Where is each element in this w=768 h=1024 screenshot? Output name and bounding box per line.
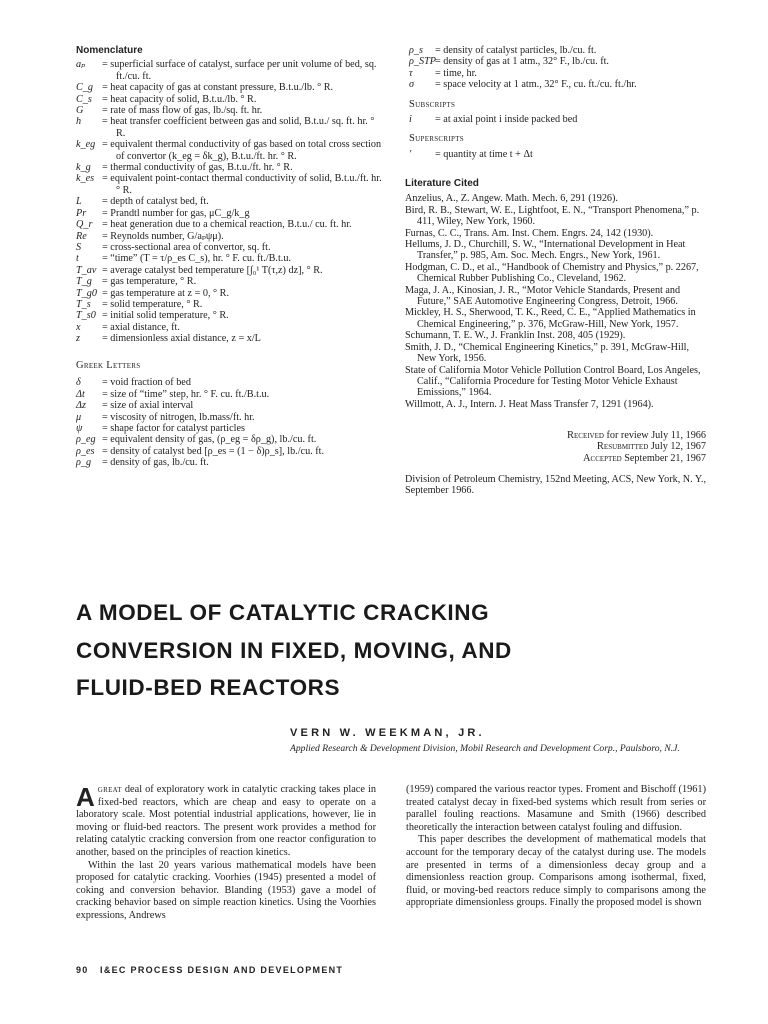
- reference-item: Maga, J. A., Kinosian, J. R., “Motor Vehicle Standards, Present and Future,” SAE Automotive Engineering Congress, Detroit, 1966.: [405, 284, 681, 308]
- greek-letter-row: [76, 446, 382, 457]
- nomenclature-symbol: Pr: [76, 207, 87, 219]
- greek-letter-definition: = size of axial interval: [102, 400, 194, 412]
- subscript-definition: = at axial point i inside packed bed: [435, 114, 578, 126]
- nomenclature-definition: = Reynolds number, G/aₚψμ).: [102, 230, 224, 242]
- greek-letter-symbol: Δt: [76, 388, 85, 400]
- drop-cap: A: [76, 782, 95, 812]
- author-affiliation: Applied Research & Development Division, Mobil Research and Development Corp., Paulsboro, N.J.: [290, 743, 680, 754]
- symbol-row: [409, 45, 709, 56]
- symbol-definition: = time, hr.: [435, 67, 477, 79]
- nomenclature-definition: = cross-sectional area of convertor, sq. ft.: [102, 241, 271, 253]
- division-note: Division of Petroleum Chemistry, 152nd Meeting, ACS, New York, N. Y., September 1966.: [405, 474, 707, 497]
- journal-name: I&EC PROCESS DESIGN AND DEVELOPMENT: [100, 965, 344, 975]
- nomenclature-list: [76, 59, 382, 344]
- greek-letters-section: [76, 360, 382, 469]
- reference-item: Hellums, J. D., Churchill, S. W., “International Development in Heat Transfer,” p. 985, Am. Soc. Mech. Engrs., New York, 1961.: [405, 239, 686, 262]
- greek-letter-row: [76, 457, 382, 468]
- symbol-symbol: ρ_STP: [409, 56, 436, 68]
- article-title: [76, 594, 716, 707]
- literature-section: [405, 178, 707, 410]
- greek-letters-list: [76, 377, 382, 468]
- nomenclature-symbol: T_av: [76, 264, 97, 276]
- subscripts-list: [409, 114, 709, 125]
- nomenclature-symbol: Q_r: [76, 219, 93, 231]
- body-paragraph: Agreat deal of exploratory work in catalytic cracking takes place in fixed-bed reactors, which are cheap and easy to operate on a laboratory scale. Most potential industrial applications, however, lie in moving or fluid-bed reactors. The present work provides a method for relating catalytic cracking conversion from one reactor configuration to another, based on the principles of reaction kinetics.: [76, 782, 376, 858]
- nomenclature-definition: = heat transfer coefficient between gas and solid, B.t.u./ sq. ft. hr. ° R.: [102, 116, 375, 139]
- nomenclature-symbol: aₚ: [76, 59, 86, 71]
- greek-letter-symbol: ρ_g: [76, 457, 92, 469]
- symbol-symbol: ρ_s: [409, 45, 423, 56]
- nomenclature-symbol: C_s: [76, 93, 92, 105]
- greek-letter-symbol: Δz: [76, 400, 86, 412]
- accepted-row: Accepted September 21, 1967: [582, 452, 706, 464]
- nomenclature-definition: = equivalent point-contact thermal conductivity of solid, B.t.u./ft. hr. ° R.: [102, 173, 382, 196]
- nomenclature-definition: = initial solid temperature, ° R.: [102, 310, 229, 322]
- superscript-definition: = quantity at time t + Δt: [435, 148, 533, 160]
- nomenclature-symbol: k_g: [76, 162, 91, 174]
- literature-heading: Literature Cited: [405, 178, 479, 189]
- nomenclature-row: [76, 139, 382, 162]
- greek-letter-symbol: δ: [76, 377, 81, 389]
- nomenclature-symbol: G: [76, 105, 84, 117]
- body-paragraph: Within the last 20 years various mathematical models have been proposed for catalytic cracking. Voorhies (1945) presented a model of coking and conversion behavior. Blanding (1953) gave a model of cracking behavior based on simple reaction kinetics. Using the Voorhies expressions, Andrews: [76, 859, 376, 921]
- body-column-left: [76, 784, 376, 923]
- nomenclature-symbol: T_g: [76, 276, 92, 288]
- symbol-symbol: τ: [409, 67, 413, 79]
- superscripts-heading: Superscripts: [409, 133, 464, 145]
- nomenclature-symbol: x: [76, 321, 81, 333]
- nomenclature-row: [76, 208, 382, 219]
- greek-letter-symbol: μ: [76, 411, 82, 423]
- greek-letter-symbol: ρ_eg: [76, 434, 96, 446]
- greek-letter-row: [76, 412, 382, 423]
- subscript-symbol: i: [409, 114, 412, 126]
- nomenclature-heading: Nomenclature: [76, 45, 143, 56]
- nomenclature-row: [76, 299, 382, 310]
- nomenclature-symbol: T_g0: [76, 287, 97, 299]
- reference-item: State of California Motor Vehicle Pollution Control Board, Los Angeles, Calif., “California Procedure for Testing Motor Vehicle Exhaust Emissions,” 1964.: [405, 364, 701, 399]
- nomenclature-row: [76, 322, 382, 333]
- nomenclature-definition: = gas temperature, ° R.: [102, 276, 197, 288]
- nomenclature-definition: = heat capacity of solid, B.t.u./lb. ° R.: [102, 93, 257, 105]
- nomenclature-definition: = average catalyst bed temperature [∫₀¹ T(τ,z) dz], ° R.: [102, 264, 323, 276]
- superscript-symbol: ′: [409, 148, 412, 160]
- nomenclature-row: [76, 116, 382, 139]
- nomenclature-definition: = depth of catalyst bed, ft.: [102, 196, 209, 208]
- superscripts-list: [409, 149, 709, 160]
- nomenclature-row: [76, 94, 382, 105]
- title-line-3: FLUID-BED REACTORS: [76, 675, 341, 700]
- nomenclature-row: [76, 310, 382, 321]
- nomenclature-symbol: t: [76, 253, 79, 265]
- reference-item: Furnas, C. C., Trans. Am. Inst. Chem. Engrs. 24, 142 (1930).: [405, 227, 654, 239]
- nomenclature-definition: = dimensionless axial distance, z = x/L: [102, 333, 261, 345]
- title-line-1: A MODEL OF CATALYTIC CRACKING: [76, 600, 490, 625]
- greek-letter-definition: = size of “time” step, hr. ° F. cu. ft./B.t.u.: [102, 388, 270, 400]
- reference-item: Bird, R. B., Stewart, W. E., Lightfoot, E. N., “Transport Phenomena,” p. 411, Wiley, New York, 1960.: [405, 204, 700, 228]
- nomenclature-section: [76, 45, 382, 345]
- greek-letter-definition: = density of gas, lb./cu. ft.: [102, 457, 209, 469]
- nomenclature-definition: = rate of mass flow of gas, lb./sq. ft. hr.: [102, 105, 263, 117]
- greek-letters-heading: Greek Letters: [76, 360, 141, 371]
- nomenclature-symbol: S: [76, 241, 82, 253]
- reference-item: Hodgman, C. D., et al., “Handbook of Chemistry and Physics,” p. 2267, Chemical Rubber Publishing Co., Cleveland, 1962.: [405, 261, 699, 285]
- greek-letter-row: [76, 377, 382, 388]
- resubmitted-row: Resubmitted July 12, 1967: [596, 441, 706, 453]
- symbol-row: [409, 68, 709, 79]
- reference-item: Anzelius, A., Z. Angew. Math. Mech. 6, 291 (1926).: [405, 193, 618, 205]
- greek-letter-symbol: ψ: [76, 423, 83, 435]
- author-name: VERN W. WEEKMAN, JR.: [290, 727, 485, 739]
- nomenclature-symbol: k_es: [76, 173, 95, 185]
- nomenclature-row: [76, 253, 382, 264]
- body-paragraph: (1959) compared the various reactor types. Froment and Bischoff (1961) treated catalyst decay in fixed-bed systems which result from series or parallel fouling reactions. Masamune and Smith (1966) described theoretically the interaction between catalyst fouling and diffusion.: [406, 784, 706, 833]
- body-column-right: [406, 784, 706, 910]
- nomenclature-definition: = axial distance, ft.: [102, 321, 180, 333]
- nomenclature-symbol: C_g: [76, 82, 93, 94]
- symbol-definition: = space velocity at 1 atm., 32° F., cu. ft./cu. ft./hr.: [435, 79, 637, 91]
- nomenclature-symbol: k_eg: [76, 139, 96, 151]
- greek-letter-definition: = viscosity of nitrogen, lb.mass/ft. hr.: [102, 411, 255, 423]
- nomenclature-row: [76, 231, 382, 242]
- title-line-2: CONVERSION IN FIXED, MOVING, AND: [76, 637, 512, 663]
- nomenclature-symbol: L: [76, 196, 82, 208]
- nomenclature-symbol: z: [76, 333, 80, 345]
- nomenclature-row: [76, 173, 382, 196]
- greek-letter-definition: = shape factor for catalyst particles: [102, 423, 245, 435]
- nomenclature-symbol: h: [76, 116, 82, 128]
- nomenclature-definition: = heat generation due to a chemical reaction, B.t.u./ cu. ft. hr.: [102, 219, 352, 231]
- nomenclature-row: [76, 276, 382, 287]
- received-dates: [400, 430, 706, 464]
- subscript-row: [409, 114, 709, 125]
- greek-letter-row: [76, 389, 382, 400]
- greek-letter-definition: = void fraction of bed: [102, 377, 191, 389]
- nomenclature-row: [76, 105, 382, 116]
- right-symbols-section: [409, 45, 709, 160]
- nomenclature-definition: = Prandtl number for gas, μC_g/k_g: [102, 207, 250, 219]
- nomenclature-row: [76, 82, 382, 93]
- symbol-row: [409, 56, 709, 67]
- nomenclature-row: [76, 162, 382, 173]
- symbol-symbol: σ: [409, 79, 415, 91]
- symbol-definition: = density of catalyst particles, lb./cu. ft.: [435, 45, 597, 56]
- nomenclature-definition: = solid temperature, ° R.: [102, 298, 203, 310]
- nomenclature-row: [76, 242, 382, 253]
- nomenclature-symbol: Re: [76, 230, 87, 242]
- subscripts-heading: Subscripts: [409, 98, 456, 110]
- nomenclature-symbol: T_s0: [76, 310, 96, 322]
- reference-item: Schumann, T. E. W., J. Franklin Inst. 208, 405 (1929).: [405, 330, 626, 342]
- greek-letter-symbol: ρ_es: [76, 445, 95, 457]
- reference-item: Smith, J. D., “Chemical Engineering Kinetics,” p. 391, McGraw-Hill, New York, 1956.: [405, 341, 690, 365]
- nomenclature-definition: = heat capacity of gas at constant pressure, B.t.u./lb. ° R.: [102, 82, 334, 94]
- greek-letter-row: [76, 434, 382, 445]
- page-footer: [76, 965, 343, 975]
- reference-item: Mickley, H. S., Sherwood, T. K., Reed, C. E., “Applied Mathematics in Chemical Engineering,” p. 376, McGraw-Hill, New York, 1957.: [405, 307, 696, 330]
- page-number: 90: [76, 965, 89, 975]
- nomenclature-definition: = gas temperature at z = 0, ° R.: [102, 287, 230, 299]
- received-row: Received for review July 11, 1966: [567, 430, 706, 441]
- nomenclature-definition: = “time” (T = τ/ρ_es C_s), hr. ° F. cu. ft./B.t.u.: [102, 253, 291, 265]
- literature-list: [405, 193, 707, 410]
- right-symbols-list: [409, 45, 709, 91]
- body-paragraph: This paper describes the development of mathematical models that account for the temporary decay of the catalyst during use. The models are presented in terms of a dimensionless decay group and a dimensionless reaction group. Comparisons among isothermal, fixed, fluid, or moving-bed reactors reduce simply to comparisons among the appropriate dimensionless groups. Finally the proposed model is shown: [406, 834, 706, 909]
- greek-letter-definition: = equivalent density of gas, (ρ_eg = δρ_g), lb./cu. ft.: [102, 434, 317, 446]
- greek-letter-row: [76, 400, 382, 411]
- nomenclature-row: [76, 59, 382, 82]
- symbol-row: [409, 79, 709, 90]
- nomenclature-row: [76, 219, 382, 230]
- nomenclature-symbol: T_s: [76, 298, 91, 310]
- nomenclature-row: [76, 333, 382, 344]
- lead-smallcaps: great: [97, 784, 122, 795]
- greek-letter-definition: = density of catalyst bed [ρ_es = (1 − δ)ρ_s], lb./cu. ft.: [102, 445, 325, 457]
- nomenclature-definition: = superficial surface of catalyst, surface per unit volume of bed, sq. ft./cu. ft.: [102, 59, 377, 82]
- nomenclature-row: [76, 196, 382, 207]
- nomenclature-definition: = equivalent thermal conductivity of gas based on total cross section of convertor (k_eg = δk_g), B.t.u./ft. hr. ° R.: [102, 139, 382, 162]
- nomenclature-row: [76, 288, 382, 299]
- superscript-row: [409, 149, 709, 160]
- symbol-definition: = density of gas at 1 atm., 32° F., lb./cu. ft.: [435, 56, 609, 68]
- nomenclature-row: [76, 265, 382, 276]
- nomenclature-definition: = thermal conductivity of gas, B.t.u./ft. hr. ° R.: [102, 162, 293, 174]
- greek-letter-row: [76, 423, 382, 434]
- reference-item: Willmott, A. J., Intern. J. Heat Mass Transfer 7, 1291 (1964).: [405, 398, 654, 410]
